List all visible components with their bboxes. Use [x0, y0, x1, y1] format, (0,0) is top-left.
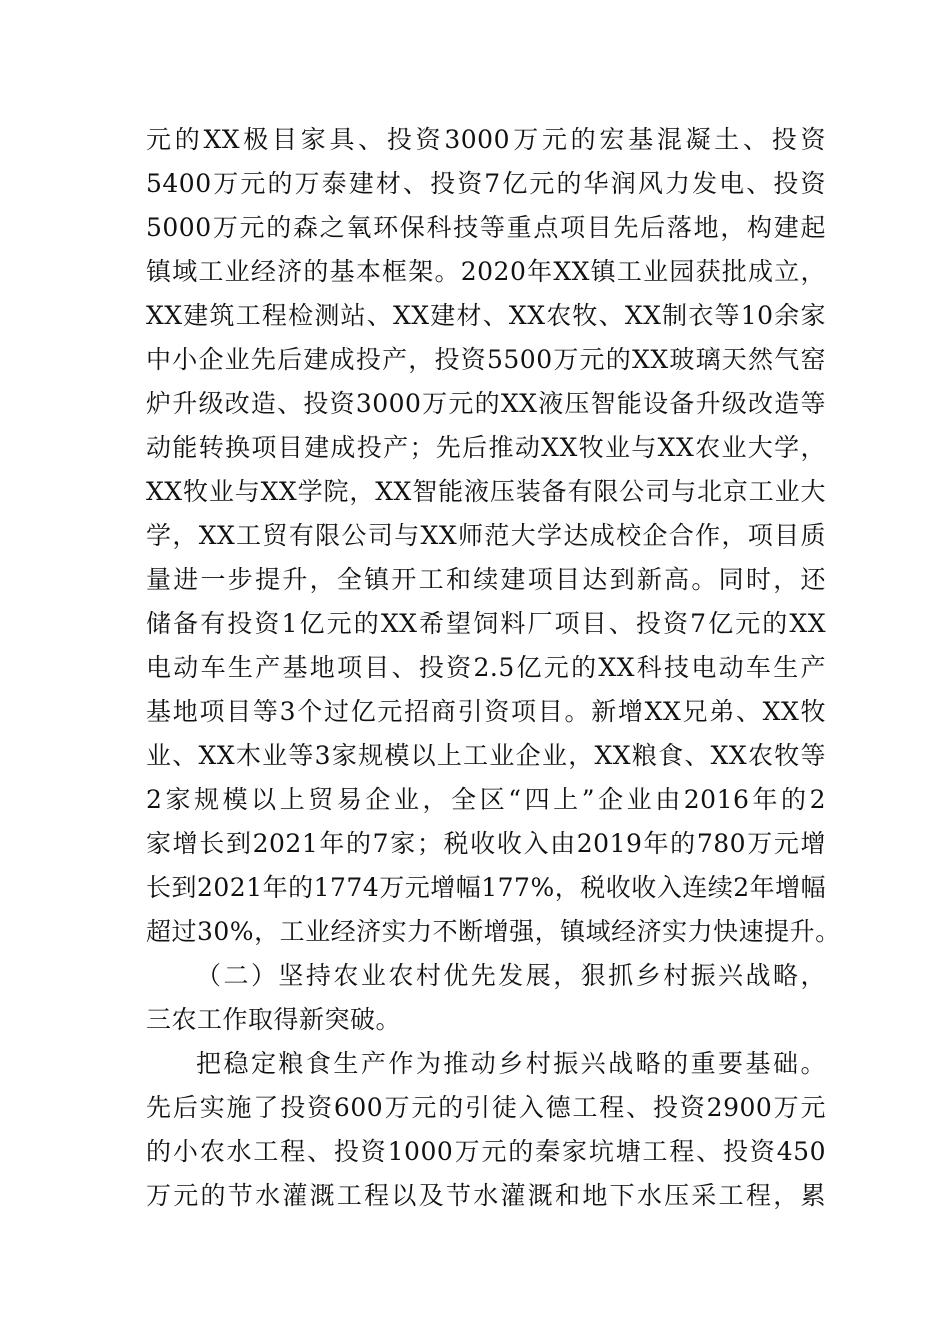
text-line: 2家规模以上贸易企业，全区“四上”企业由2016年的2	[146, 785, 826, 814]
text-line: 电动车生产基地项目、投资2.5亿元的XX科技电动车生产	[146, 653, 826, 682]
heading-line: 三农工作取得新突破。	[146, 1005, 402, 1034]
paragraph-industry	[146, 118, 841, 954]
text-line: 的小农水工程、投资1000万元的秦家坑塘工程、投资450	[146, 1137, 826, 1166]
text-line: 炉升级改造、投资3000万元的XX液压智能设备升级改造等	[146, 389, 826, 418]
text-line: 量进一步提升，全镇开工和续建项目达到新高。同时，还	[146, 565, 826, 594]
text-line: 长到2021年的1774万元增幅177%，税收收入连续2年增幅	[146, 873, 827, 902]
text-line: 中小企业先后建成投产，投资5500万元的XX玻璃天然气窑	[146, 345, 826, 374]
text-line: 5000万元的森之氧环保科技等重点项目先后落地，构建起	[146, 213, 826, 242]
text-line: 镇域工业经济的基本框架。2020年XX镇工业园获批成立，	[146, 257, 826, 286]
text-line: 元的XX极目家具、投资3000万元的宏基混凝土、投资	[146, 125, 826, 154]
text-line: 储备有投资1亿元的XX希望饲料厂项目、投资7亿元的XX	[146, 609, 826, 638]
paragraph-agriculture	[146, 1042, 826, 1218]
text-line: 万元的节水灌溉工程以及节水灌溉和地下水压采工程，累	[146, 1181, 826, 1210]
text-line: 把稳定粮食生产作为推动乡村振兴战略的重要基础。	[196, 1049, 826, 1078]
section-heading-agriculture	[146, 954, 826, 1042]
text-line: 先后实施了投资600万元的引徒入德工程、投资2900万元	[146, 1093, 826, 1122]
text-line: XX牧业与XX学院，XX智能液压装备有限公司与北京工业大	[146, 477, 826, 506]
text-line: 5400万元的万泰建材、投资7亿元的华润风力发电、投资	[146, 169, 826, 198]
text-line: 超过30%，工业经济实力不断增强，镇域经济实力快速提升。	[146, 917, 841, 946]
document-body	[146, 118, 841, 1218]
text-line: XX建筑工程检测站、XX建材、XX农牧、XX制衣等10余家	[146, 301, 826, 330]
text-line: 业、XX木业等3家规模以上工业企业，XX粮食、XX农牧等	[146, 741, 826, 770]
text-line: 基地项目等3个过亿元招商引资项目。新增XX兄弟、XX牧	[146, 697, 826, 726]
text-line: 学，XX工贸有限公司与XX师范大学达成校企合作，项目质	[146, 521, 826, 550]
heading-line: （二）坚持农业农村优先发展，狠抓乡村振兴战略，	[196, 961, 826, 990]
text-line: 家增长到2021年的7家；税收收入由2019年的780万元增	[146, 829, 826, 858]
text-line: 动能转换项目建成投产；先后推动XX牧业与XX农业大学，	[146, 433, 826, 462]
